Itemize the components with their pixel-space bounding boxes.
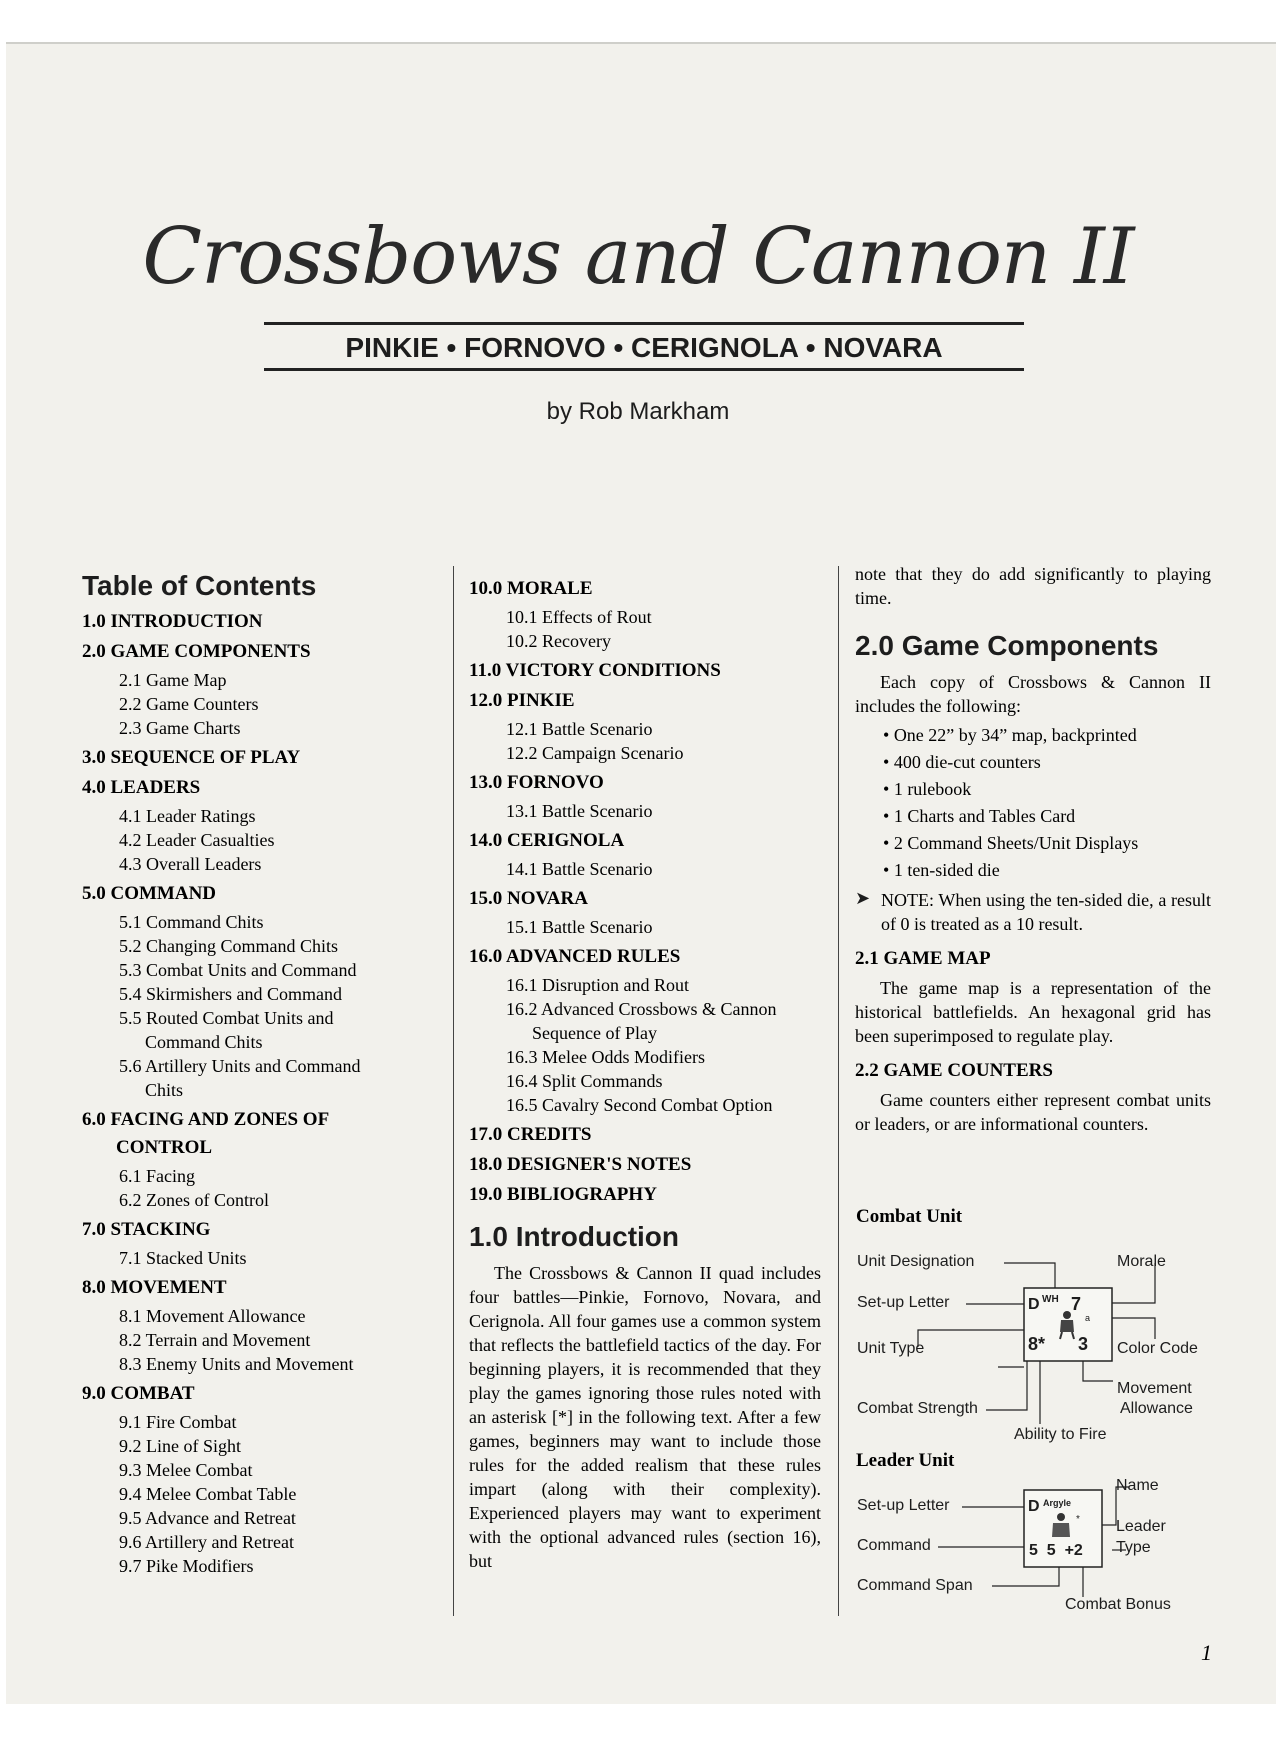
- intro-text: The Crossbows & Cannon II quad includes four battles—Pinkie, Fornovo, Novara, and Cerignola. All four games use a common system that reflects the battlefield tactics of the day. For beginning players, it is recommended that they play the games ignoring those rules noted with an asterisk [*] in the following text. After a few games, beginners may want to include those rules for the added realism that these rules impart (along with their complexity). Experienced players may want to experiment with the optional advanced rules (section 16), but: [469, 1263, 821, 1571]
- toc-section-entry: CONTROL: [116, 1137, 213, 1158]
- toc-section-entry: 7.0 STACKING: [82, 1219, 211, 1240]
- label-combat-strength: Combat Strength: [857, 1400, 978, 1417]
- label-setup-letter: Set-up Letter: [857, 1294, 950, 1311]
- label-movement: Movement: [1117, 1380, 1192, 1397]
- toc-section-entry: 4.0 LEADERS: [82, 777, 201, 798]
- column-divider-1: [453, 566, 454, 1616]
- toc-subsection-entry: 16.3 Melee Odds Modifiers: [506, 1047, 705, 1067]
- toc-section-entry: 9.0 COMBAT: [82, 1383, 195, 1404]
- toc-subsection-entry: 15.1 Battle Scenario: [506, 917, 653, 937]
- counter-color-code: a: [1085, 1313, 1091, 1323]
- soldier-icon: [1054, 1310, 1080, 1340]
- toc-section-entry: 17.0 CREDITS: [469, 1124, 592, 1145]
- toc-subsection-entry: 6.2 Zones of Control: [119, 1190, 269, 1210]
- toc-subsection-entry: 8.1 Movement Allowance: [119, 1306, 306, 1326]
- list-item: • 1 rulebook: [883, 779, 972, 799]
- toc-subsection-entry: 10.1 Effects of Rout: [506, 607, 652, 627]
- toc-subsection-entry: Chits: [145, 1080, 184, 1100]
- toc-subsection-entry: 16.2 Advanced Crossbows & Cannon: [506, 999, 777, 1019]
- toc-subsection-entry: 6.1 Facing: [119, 1166, 195, 1186]
- toc-list-2: [469, 577, 821, 1207]
- counter-movement: 3: [1078, 1334, 1089, 1354]
- note-text: NOTE: When using the ten-sided die, a result of 0 is treated as a 10 result.: [881, 890, 1211, 934]
- toc-column-1: [82, 570, 442, 1578]
- title-rule-top: [264, 322, 1024, 325]
- toc-subsection-entry: 4.3 Overall Leaders: [119, 854, 262, 874]
- list-item: • One 22” by 34” map, backprinted: [883, 725, 1137, 745]
- toc-subsection-entry: 4.2 Leader Casualties: [119, 830, 275, 850]
- toc-subsection-entry: 16.1 Disruption and Rout: [506, 975, 689, 995]
- label-unit-type: Unit Type: [857, 1340, 925, 1357]
- page-title: Crossbows and Cannon II: [142, 212, 1134, 302]
- label-unit-designation: Unit Designation: [857, 1253, 975, 1270]
- list-item: • 2 Command Sheets/Unit Displays: [883, 833, 1139, 853]
- toc-subsection-entry: 5.1 Command Chits: [119, 912, 264, 932]
- map-heading: 2.1 GAME MAP: [855, 948, 991, 969]
- counter-designation: WH: [1042, 1294, 1059, 1305]
- note-block: [855, 888, 1211, 936]
- toc-subsection-entry: Sequence of Play: [532, 1023, 657, 1043]
- intro-heading: 1.0 Introduction: [469, 1221, 679, 1252]
- toc-subsection-entry: 5.5 Routed Combat Units and: [119, 1008, 334, 1028]
- toc-subsection-entry: 2.1 Game Map: [119, 670, 227, 690]
- toc-section-entry: 19.0 BIBLIOGRAPHY: [469, 1184, 657, 1205]
- toc-heading: Table of Contents: [82, 570, 317, 601]
- components-heading: 2.0 Game Components: [855, 630, 1159, 661]
- toc-section-entry: 14.0 CERIGNOLA: [469, 830, 625, 851]
- combat-unit-heading: Combat Unit: [856, 1206, 963, 1227]
- label-command: Command: [857, 1537, 931, 1554]
- label-leader: Leader: [1116, 1518, 1166, 1535]
- toc-section-entry: 3.0 SEQUENCE OF PLAY: [82, 747, 301, 768]
- leader-figure-icon: [1048, 1512, 1074, 1540]
- toc-subsection-entry: 16.4 Split Commands: [506, 1071, 663, 1091]
- toc-section-entry: 12.0 PINKIE: [469, 690, 575, 711]
- toc-subsection-entry: 10.2 Recovery: [506, 631, 611, 651]
- toc-subsection-entry: 9.5 Advance and Retreat: [119, 1508, 296, 1528]
- toc-section-entry: 10.0 MORALE: [469, 578, 593, 599]
- combat-unit-diagram: [856, 1206, 1226, 1446]
- toc-subsection-entry: 12.1 Battle Scenario: [506, 719, 653, 739]
- toc-section-entry: 13.0 FORNOVO: [469, 772, 604, 793]
- leader-counter-letter: D: [1028, 1498, 1040, 1515]
- leader-unit-heading: Leader Unit: [856, 1450, 955, 1471]
- arrow-icon: ➤: [855, 888, 871, 908]
- counter-morale: 7: [1071, 1294, 1082, 1314]
- toc-section-entry: 5.0 COMMAND: [82, 883, 217, 904]
- toc-subsection-entry: 9.3 Melee Combat: [119, 1460, 253, 1480]
- toc-subsection-entry: 9.1 Fire Combat: [119, 1412, 237, 1432]
- toc-subsection-entry: 8.2 Terrain and Movement: [119, 1330, 311, 1350]
- toc-subsection-entry: 14.1 Battle Scenario: [506, 859, 653, 879]
- toc-subsection-entry: 13.1 Battle Scenario: [506, 801, 653, 821]
- toc-column-2: [469, 571, 821, 1573]
- components-list: [855, 722, 1211, 884]
- toc-subsection-entry: 5.6 Artillery Units and Command: [119, 1056, 361, 1076]
- toc-subsection-entry: 5.2 Changing Command Chits: [119, 936, 339, 956]
- leader-counter-values: 5 5 +2: [1029, 1542, 1083, 1559]
- toc-subsection-entry: 2.2 Game Counters: [119, 694, 259, 714]
- toc-section-entry: 16.0 ADVANCED RULES: [469, 946, 681, 967]
- counter-setup-letter: D: [1028, 1296, 1040, 1313]
- toc-subsection-entry: 4.1 Leader Ratings: [119, 806, 256, 826]
- battles-subtitle: PINKIE • FORNOVO • CERIGNOLA • NOVARA: [345, 332, 943, 363]
- toc-subsection-entry: 2.3 Game Charts: [119, 718, 241, 738]
- toc-subsection-entry: 7.1 Stacked Units: [119, 1248, 247, 1268]
- label-command-span: Command Span: [857, 1577, 973, 1594]
- toc-subsection-entry: 16.5 Cavalry Second Combat Option: [506, 1095, 773, 1115]
- list-item: • 400 die-cut counters: [883, 752, 1041, 772]
- title-rule-bottom: [264, 368, 1024, 371]
- toc-subsection-entry: 9.7 Pike Modifiers: [119, 1556, 254, 1576]
- toc-subsection-entry: 5.3 Combat Units and Command: [119, 960, 357, 980]
- toc-section-entry: 8.0 MOVEMENT: [82, 1277, 227, 1298]
- map-text: The game map is a representation of the historical battlefields. An hexagonal grid has been superimposed to regulate play.: [855, 978, 1211, 1046]
- toc-section-entry: 2.0 GAME COMPONENTS: [82, 641, 311, 662]
- toc-subsection-entry: Command Chits: [145, 1032, 263, 1052]
- toc-section-entry: 11.0 VICTORY CONDITIONS: [469, 660, 721, 681]
- toc-subsection-entry: 8.3 Enemy Units and Movement: [119, 1354, 354, 1374]
- toc-subsection-entry: 5.4 Skirmishers and Command: [119, 984, 342, 1004]
- toc-subsection-entry: 9.6 Artillery and Retreat: [119, 1532, 294, 1552]
- list-item: • 1 ten-sided die: [883, 860, 1000, 880]
- counters-heading: 2.2 GAME COUNTERS: [855, 1060, 1053, 1081]
- byline: by Rob Markham: [546, 398, 730, 425]
- leader-counter-type: *: [1076, 1514, 1080, 1525]
- list-item: • 1 Charts and Tables Card: [883, 806, 1076, 826]
- page-number: 1: [1201, 1640, 1212, 1665]
- toc-subsection-entry: 9.2 Line of Sight: [119, 1436, 241, 1456]
- toc-subsection-entry: 12.2 Campaign Scenario: [506, 743, 684, 763]
- toc-section-entry: 6.0 FACING AND ZONES OF: [82, 1109, 330, 1130]
- label-leader-setup-letter: Set-up Letter: [857, 1497, 950, 1514]
- toc-section-entry: 1.0 INTRODUCTION: [82, 611, 263, 632]
- label-color-code: Color Code: [1117, 1340, 1198, 1357]
- label-combat-bonus: Combat Bonus: [1065, 1596, 1171, 1613]
- label-name: Name: [1116, 1477, 1159, 1494]
- intro-continuation: note that they do add significantly to playing time.: [855, 564, 1211, 608]
- label-ability-to-fire: Ability to Fire: [1014, 1426, 1107, 1443]
- toc-subsection-entry: 9.4 Melee Combat Table: [119, 1484, 297, 1504]
- label-morale: Morale: [1117, 1253, 1166, 1270]
- counters-text: Game counters either represent combat units or leaders, or are informational counters.: [855, 1090, 1211, 1134]
- leader-unit-diagram: [856, 1450, 1226, 1626]
- label-type: Type: [1116, 1539, 1151, 1556]
- toc-section-entry: 18.0 DESIGNER'S NOTES: [469, 1154, 692, 1175]
- leader-counter-name: Argyle: [1043, 1498, 1072, 1508]
- column-divider-2: [838, 566, 839, 1616]
- components-intro: Each copy of Crossbows & Cannon II includes the following:: [855, 672, 1211, 716]
- label-allowance: Allowance: [1120, 1400, 1193, 1417]
- toc-list-1: [82, 610, 442, 1578]
- content-column-3: [855, 562, 1211, 1136]
- counter-combat-strength: 8*: [1028, 1334, 1046, 1354]
- toc-section-entry: 15.0 NOVARA: [469, 888, 588, 909]
